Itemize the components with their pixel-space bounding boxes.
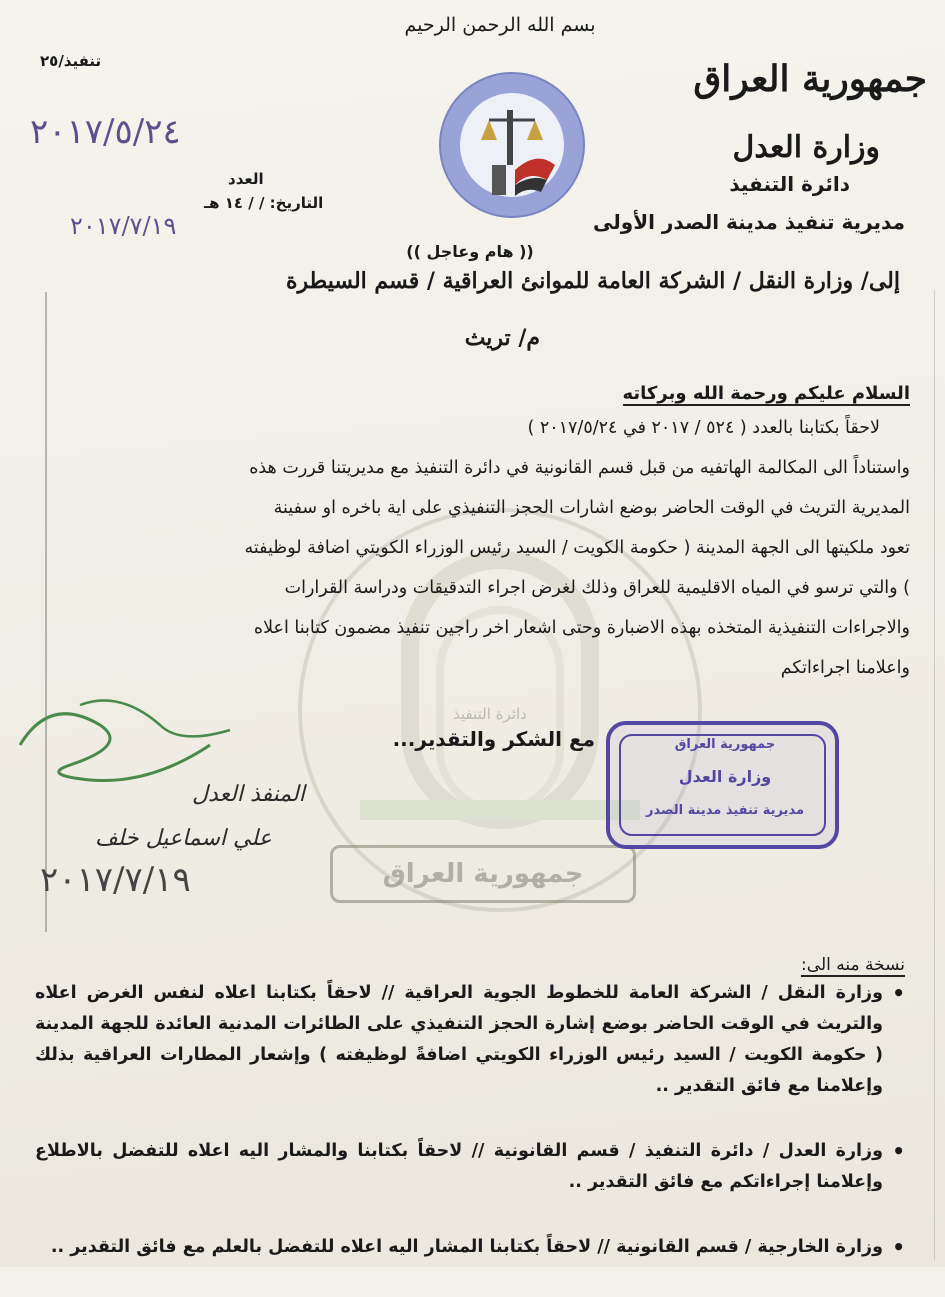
signature-date: ٢٠١٧/٧/١٩	[40, 860, 191, 900]
copies-list	[35, 978, 905, 1297]
directorate-name: مديرية تنفيذ مدينة الصدر الأولى	[593, 210, 905, 234]
letter-body	[35, 408, 910, 688]
page-edge	[934, 290, 935, 1260]
signatory-name: علي اسماعيل خلف	[95, 826, 272, 851]
signature-icon	[10, 685, 240, 795]
watermark-text: جمهورية العراق	[330, 845, 636, 903]
body-line: واعلامنا اجراءاتكم	[780, 658, 910, 678]
country-name: جمهورية العراق	[693, 58, 927, 100]
closing-thanks: مع الشكر والتقدير...	[392, 727, 595, 751]
body-line: ) والتي ترسو في المياه الاقليمية للعراق وذلك لغرض اجراء التدقيقات ودراسة القرارات	[284, 578, 910, 598]
urgent-label: (( هام وعاجل ))	[406, 242, 534, 261]
date-label: التاريخ: / / ١٤ هـ	[204, 194, 324, 212]
body-line: واستناداً الى المكالمة الهاتفيه من قبل قسم القانونية في دائرة التنفيذ مع مديريتنا قررت هذه	[249, 458, 910, 478]
ministry-name: وزارة العدل	[732, 130, 880, 165]
signatory-title: المنفذ العدل	[192, 782, 305, 807]
greeting: السلام عليكم ورحمة الله وبركاته	[622, 383, 910, 404]
body-line: والاجراءات التنفيذية المتخذه بهذه الاضبارة وحتى اشعار اخر راجين تنفيذ مضمون كتابنا اعلاه	[253, 618, 910, 638]
number-label: العدد	[228, 170, 264, 188]
official-stamp	[600, 715, 845, 855]
subject-line: م/ تريث	[464, 325, 540, 351]
recipient-line: إلى/ وزارة النقل / الشركة العامة للموانئ العراقية / قسم السيطرة	[285, 268, 900, 294]
ministry-logo-icon	[437, 70, 587, 220]
basmala: بسم الله الرحمن الرحيم	[404, 14, 596, 36]
stamp-line: جمهورية العراق	[674, 737, 776, 752]
department-name: دائرة التنفيذ	[729, 172, 850, 196]
handwritten-date: ٢٠١٧/٧/١٩	[70, 212, 177, 240]
copy-item: • وزارة النقل / الشركة العامة للخطوط الجوية العراقية // لاحقاً بكتابنا اعلاه لنفس الغرض اعلاه والتريث في الوقت الحاضر بوضع إشارة الحجز التنفيذي على الطائرات المدنية العائدة للجهة المدينة ( حكومة الكويت / السيد رئيس الوزراء الكويتي اضافةً لوظيفته ) وإشعار المطارات العراقية بذلك وإعلامنا مع فائق التقدير ..	[35, 978, 883, 1102]
stamp-line: وزارة العدل	[678, 767, 772, 786]
body-line: لاحقاً بكتابنا بالعدد ( ٥٢٤ / ٢٠١٧ في ٢٠١٧/٥/٢٤ )	[527, 418, 880, 438]
copy-item: • وزارة العدل / دائرة التنفيذ / قسم القانونية // لاحقاً بكتابنا والمشار اليه اعلاه للتفضل بالاطلاع وإعلامنا إجراءاتكم مع فائق التقدير ..	[35, 1136, 883, 1198]
body-line: تعود ملكيتها الى الجهة المدينة ( حكومة الكويت / السيد رئيس الوزراء الكويتي اضافة لوظيفته	[244, 538, 910, 558]
copy-item: • وزارة الخارجية / قسم القانونية // لاحقاً بكتابنا المشار اليه اعلاه للتفضل بالعلم مع فائق التقدير ..	[35, 1232, 883, 1263]
stamp-line: مديرية تنفيذ مدينة الصدر	[646, 803, 804, 818]
copies-label: نسخة منه الى:	[801, 955, 905, 975]
body-line: المديرية التريث في الوقت الحاضر بوضع اشارات الحجز التنفيذي على اية باخره او سفينة	[273, 498, 910, 518]
reference-number: تنفيذ/٢٥	[40, 52, 102, 70]
watermark-inner-text: دائرة التنفيذ	[453, 705, 527, 723]
handwritten-number: ٢٠١٧/٥/٢٤	[30, 112, 181, 152]
